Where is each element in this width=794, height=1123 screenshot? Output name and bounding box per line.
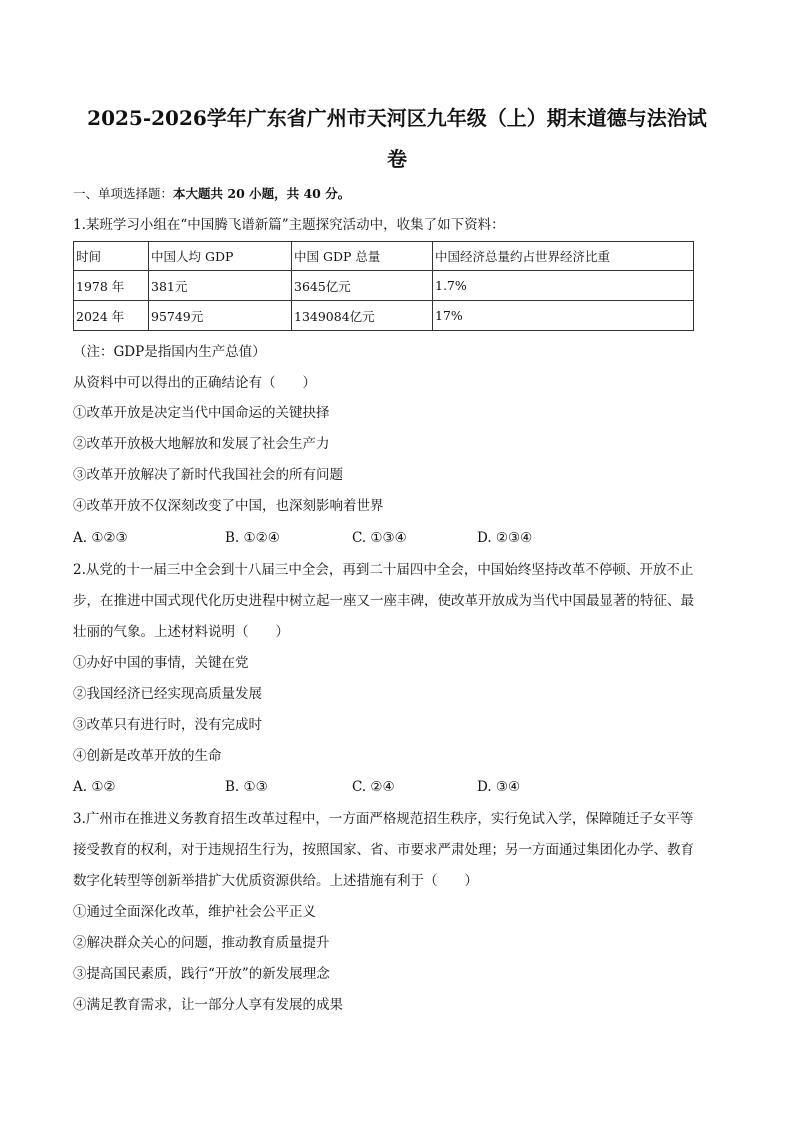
q1-option-c[interactable]: C. ①③④ [352, 530, 407, 546]
q1-stem: 1.某班学习小组在“中国腾飞谱新篇”主题探究活动中，收集了如下资料： [73, 217, 505, 233]
table-header-cell: 中国 GDP 总量 [292, 242, 433, 271]
table-cell: 1.7% [433, 271, 694, 301]
gdp-table [73, 241, 694, 331]
table-cell: 1349084亿元 [292, 301, 433, 331]
q1-item: ③改革开放解决了新时代我国社会的所有问题 [73, 467, 343, 483]
table-cell: 95749元 [149, 301, 292, 331]
q2-option-b[interactable]: B. ①③ [225, 779, 268, 795]
q3-stem-line: 数字化转型等创新举措扩大优质资源供给。上述措施有利于（ ） [73, 873, 478, 889]
table-cell: 1978 年 [74, 271, 149, 301]
q3-item: ③提高国民素质，践行“开放”的新发展理念 [73, 966, 330, 982]
q1-option-b[interactable]: B. ①②④ [225, 530, 280, 546]
q1-item: ④改革开放不仅深刻改变了中国，也深刻影响着世界 [73, 498, 384, 514]
table-header-cell: 中国经济总量约占世界经济比重 [433, 242, 694, 271]
table-row [74, 271, 694, 301]
q2-item: ③改革只有进行时，没有完成时 [73, 717, 262, 733]
q1-item: ①改革开放是决定当代中国命运的关键抉择 [73, 405, 330, 421]
q2-item: ④创新是改革开放的生命 [73, 748, 222, 764]
q3-item: ②解决群众关心的问题，推动教育质量提升 [73, 935, 330, 951]
section-prefix: 一、单项选择题： [73, 186, 174, 201]
section-heading [73, 185, 350, 203]
table-header-cell: 时间 [74, 242, 149, 271]
q1-note: （注：GDP是指国内生产总值） [73, 344, 266, 360]
q1-item: ②改革开放极大地解放和发展了社会生产力 [73, 436, 330, 452]
q2-option-a[interactable]: A. ①② [73, 779, 116, 795]
section-desc: 本大题共 20 小题，共 40 分。 [173, 186, 351, 201]
q1-prompt: 从资料中可以得出的正确结论有（ ） [73, 375, 316, 391]
exam-title-line2: 卷 [387, 147, 407, 171]
table-cell: 3645亿元 [292, 271, 433, 301]
table-cell: 2024 年 [74, 301, 149, 331]
q1-option-d[interactable]: D. ②③④ [477, 530, 533, 546]
q2-stem-line: 2.从党的十一届三中全会到十八届三中全会，再到二十届四中全会，中国始终坚持改革不停顿、开放不止 [73, 562, 694, 578]
q2-item: ②我国经济已经实现高质量发展 [73, 686, 262, 702]
q3-stem-line: 接受教育的权利，对于违规招生行为，按照国家、省、市要求严肃处理；另一方面通过集团化办学、教育 [73, 842, 694, 858]
q3-item: ④满足教育需求，让一部分人享有发展的成果 [73, 997, 343, 1013]
table-cell: 381元 [149, 271, 292, 301]
q3-stem-line: 3.广州市在推进义务教育招生改革过程中，一方面严格规范招生秩序，实行免试入学，保障随迁子女平等 [73, 811, 694, 827]
q2-stem-line: 壮丽的气象。上述材料说明（ ） [73, 624, 289, 640]
q1-option-a[interactable]: A. ①②③ [73, 530, 128, 546]
q2-option-c[interactable]: C. ②④ [352, 779, 395, 795]
q2-option-d[interactable]: D. ③④ [477, 779, 521, 795]
q2-item: ①办好中国的事情，关键在党 [73, 655, 249, 671]
table-cell: 17% [433, 301, 694, 331]
table-header-cell: 中国人均 GDP [149, 242, 292, 271]
table-header-row [74, 242, 694, 271]
q2-stem-line: 步，在推进中国式现代化历史进程中树立起一座又一座丰碑，使改革开放成为当代中国最显著的特征、最 [73, 593, 694, 609]
exam-title-line1: 2025-2026学年广东省广州市天河区九年级（上）期末道德与法治试 [87, 106, 707, 130]
table-row [74, 301, 694, 331]
q3-item: ①通过全面深化改革，维护社会公平正义 [73, 904, 316, 920]
